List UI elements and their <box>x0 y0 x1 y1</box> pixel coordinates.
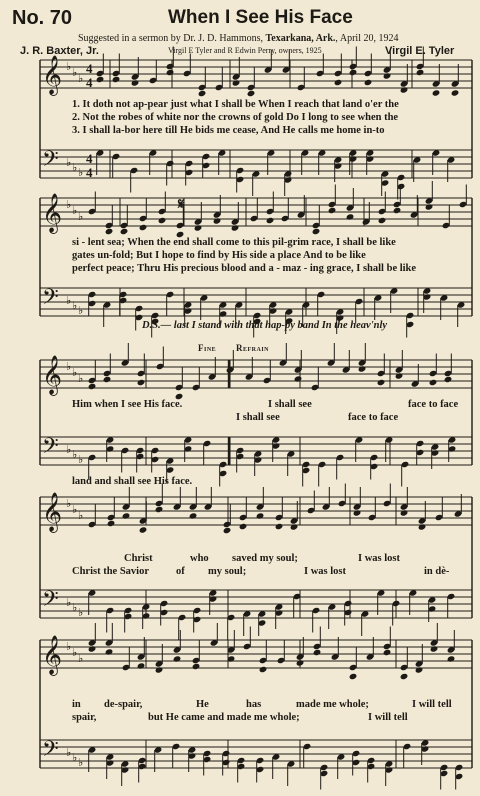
note-head <box>425 203 434 210</box>
lyric-verse-3-line-1: 3. I shall la-bor here till He bids me cease, And He calls me home in-to <box>72 125 385 136</box>
attribution-date: , April 20, 1924 <box>335 33 399 44</box>
lyric-refrain-14: I was lost <box>304 566 347 577</box>
lyric-refrain-10: I was lost <box>358 553 401 564</box>
note-head <box>400 673 409 680</box>
lyric-refrain-24: I will tell <box>368 712 408 723</box>
note-head <box>103 376 112 383</box>
lyric-refrain-8: who <box>190 553 209 564</box>
note-head <box>266 217 275 224</box>
note-head <box>137 379 146 386</box>
bass-clef: 𝄢 <box>42 434 59 464</box>
lyric-refrain-23: but He came and made me whole; <box>148 712 300 723</box>
note-head <box>223 527 232 534</box>
note-head <box>395 372 404 379</box>
note-head <box>88 383 97 390</box>
lyric-verse-2-line-2: gates un-fold; But I hope to find by His side a place And to be like <box>72 250 366 261</box>
note-head <box>294 375 303 382</box>
note-head <box>416 69 425 76</box>
note-head <box>232 79 241 86</box>
note-head <box>383 649 392 656</box>
note-head <box>105 228 114 235</box>
lyric-refrain-5: face to face <box>348 412 399 423</box>
time-signature: 4 <box>86 151 93 166</box>
flat-sign: ♭ <box>72 204 78 217</box>
lyric-refrain-22: spair, <box>72 712 97 723</box>
flat-sign: ♭ <box>66 596 72 609</box>
note-head <box>432 89 441 96</box>
note-head <box>312 228 321 235</box>
note-head <box>194 224 203 231</box>
segno-sign: 𝄋 <box>178 197 185 213</box>
note-head <box>415 666 424 673</box>
flat-sign: ♭ <box>72 161 78 174</box>
note-head <box>96 76 105 83</box>
note-head <box>139 526 148 533</box>
note-head <box>430 645 439 652</box>
flat-sign: ♭ <box>72 601 78 614</box>
note-head <box>378 217 387 224</box>
fine-label: Fine <box>198 343 217 353</box>
note-head <box>247 90 256 97</box>
note-head <box>189 512 198 519</box>
lyric-verse-3-line-2: perfect peace; Thru His precious blood and a - maz - ing grace, I shall be like <box>72 263 417 274</box>
note-head <box>139 224 148 231</box>
note-head <box>346 213 355 220</box>
note-head <box>400 509 409 516</box>
composer-name: Virgil E. Tyler <box>385 45 455 57</box>
note-head <box>275 523 284 530</box>
lyric-refrain-21: I will tell <box>412 699 452 710</box>
hymn-number: No. 70 <box>12 7 73 29</box>
note-head <box>349 69 358 76</box>
lyric-verse-1-line-2: si - lent sea; When the end shall come to this pil-grim race, I shall be like <box>72 237 396 248</box>
note-head <box>353 509 362 516</box>
note-head <box>239 523 248 530</box>
attribution-place: Texarkana, Ark. <box>265 33 336 44</box>
lyric-refrain-1: Him when I see His face. <box>72 399 183 410</box>
treble-clef: 𝄞 <box>42 193 63 233</box>
time-signature: 4 <box>86 61 93 76</box>
note-head <box>155 506 164 513</box>
note-head <box>158 217 167 224</box>
note-head <box>383 72 392 79</box>
lyric-refrain-12: of <box>176 566 185 577</box>
note-head <box>155 666 164 673</box>
lyric-refrain-15: in dè- <box>424 566 450 577</box>
treble-clef: 𝄞 <box>42 355 63 395</box>
lyric-verse-1-line-1: 1. It doth not ap-pear just what I shall be When I reach that land o'er the <box>72 99 399 110</box>
note-head <box>393 207 402 214</box>
note-head <box>364 79 373 86</box>
note-head <box>198 90 207 97</box>
note-head <box>290 523 299 530</box>
hymn-title: When I See His Face <box>168 7 353 28</box>
note-head <box>400 86 409 93</box>
flat-sign: ♭ <box>66 443 72 456</box>
note-head <box>313 649 322 656</box>
flat-sign: ♭ <box>78 756 84 769</box>
flat-sign: ♭ <box>78 72 84 85</box>
time-signature: 4 <box>86 165 93 180</box>
note-head <box>122 512 131 519</box>
bass-clef: 𝄢 <box>42 737 59 767</box>
lyric-refrain-19: has <box>246 699 262 710</box>
note-head <box>328 207 337 214</box>
flat-sign: ♭ <box>66 60 72 73</box>
note-head <box>192 663 201 670</box>
note-head <box>418 523 427 530</box>
flat-sign: ♭ <box>78 304 84 317</box>
note-head <box>107 520 116 527</box>
flat-sign: ♭ <box>72 448 78 461</box>
note-head <box>447 655 456 662</box>
lyric-refrain-18: He <box>196 699 209 710</box>
note-head <box>112 76 121 83</box>
note-head <box>88 645 97 652</box>
lyric-refrain-9: saved my soul; <box>232 553 298 564</box>
flat-sign: ♭ <box>72 751 78 764</box>
flat-sign: ♭ <box>78 166 84 179</box>
flat-sign: ♭ <box>66 640 72 653</box>
note-head <box>349 673 358 680</box>
flat-sign: ♭ <box>78 652 84 665</box>
treble-clef: 𝄞 <box>42 55 63 95</box>
attribution-text: Suggested in a sermon by Dr. J. D. Hammons, <box>78 33 266 44</box>
flat-sign: ♭ <box>72 503 78 516</box>
flat-sign: ♭ <box>78 372 84 385</box>
flat-sign: ♭ <box>78 210 84 223</box>
lyric-refrain-20: made me whole; <box>296 699 369 710</box>
note-head <box>377 379 386 386</box>
note-head <box>166 69 175 76</box>
note-head <box>137 662 146 669</box>
note-head <box>120 228 129 235</box>
treble-clef: 𝄞 <box>42 635 63 675</box>
note-head <box>444 376 453 383</box>
bass-clef: 𝄢 <box>42 147 59 177</box>
lyric-refrain-11: Christ the Savior <box>72 566 149 577</box>
note-head <box>231 224 240 231</box>
flat-sign: ♭ <box>72 299 78 312</box>
flat-sign: ♭ <box>72 646 78 659</box>
bass-clef: 𝄢 <box>42 587 59 617</box>
flat-sign: ♭ <box>78 606 84 619</box>
lyric-refrain-16: in <box>72 699 81 710</box>
lyric-dal-segno: D.S.— last I stand with that hap-py band In the heav'nly <box>142 320 388 331</box>
flat-sign: ♭ <box>66 198 72 211</box>
note-head <box>334 79 343 86</box>
flat-sign: ♭ <box>78 453 84 466</box>
lyric-refrain-13: my soul; <box>208 566 247 577</box>
treble-clef: 𝄞 <box>42 492 63 532</box>
copyright-owners: Virgil E Tyler and R Edwin Perry, owners, 1925 <box>168 46 322 55</box>
lyric-refrain-3: face to face <box>408 399 459 410</box>
bass-clef: 𝄢 <box>42 285 59 315</box>
lyric-refrain-6: land and shall see His face. <box>72 476 193 487</box>
lyric-refrain-7: Christ <box>124 553 153 564</box>
flat-sign: ♭ <box>66 360 72 373</box>
note-head <box>259 666 268 673</box>
flat-sign: ♭ <box>66 746 72 759</box>
note-head <box>131 79 140 86</box>
flat-sign: ♭ <box>66 294 72 307</box>
lyric-refrain-4: I shall see <box>236 412 280 423</box>
flat-sign: ♭ <box>66 156 72 169</box>
lyric-refrain-17: de-spair, <box>104 699 143 710</box>
flat-sign: ♭ <box>78 509 84 522</box>
note-head <box>256 512 265 519</box>
flat-sign: ♭ <box>72 66 78 79</box>
note-head <box>105 648 114 655</box>
flat-sign: ♭ <box>66 497 72 510</box>
note-head <box>451 89 460 96</box>
note-head <box>213 217 222 224</box>
lyricist-name: J. R. Baxter, Jr. <box>20 45 99 57</box>
flat-sign: ♭ <box>72 366 78 379</box>
lyric-refrain-2: I shall see <box>268 399 312 410</box>
lyric-verse-2-line-1: 2. Not the robes of white nor the crowns of gold Do I long to see when the <box>72 112 399 123</box>
time-signature: 4 <box>86 75 93 90</box>
refrain-label: Refrain <box>236 343 270 353</box>
note-head <box>173 655 182 662</box>
note-head <box>429 379 438 386</box>
note-head <box>358 365 367 372</box>
